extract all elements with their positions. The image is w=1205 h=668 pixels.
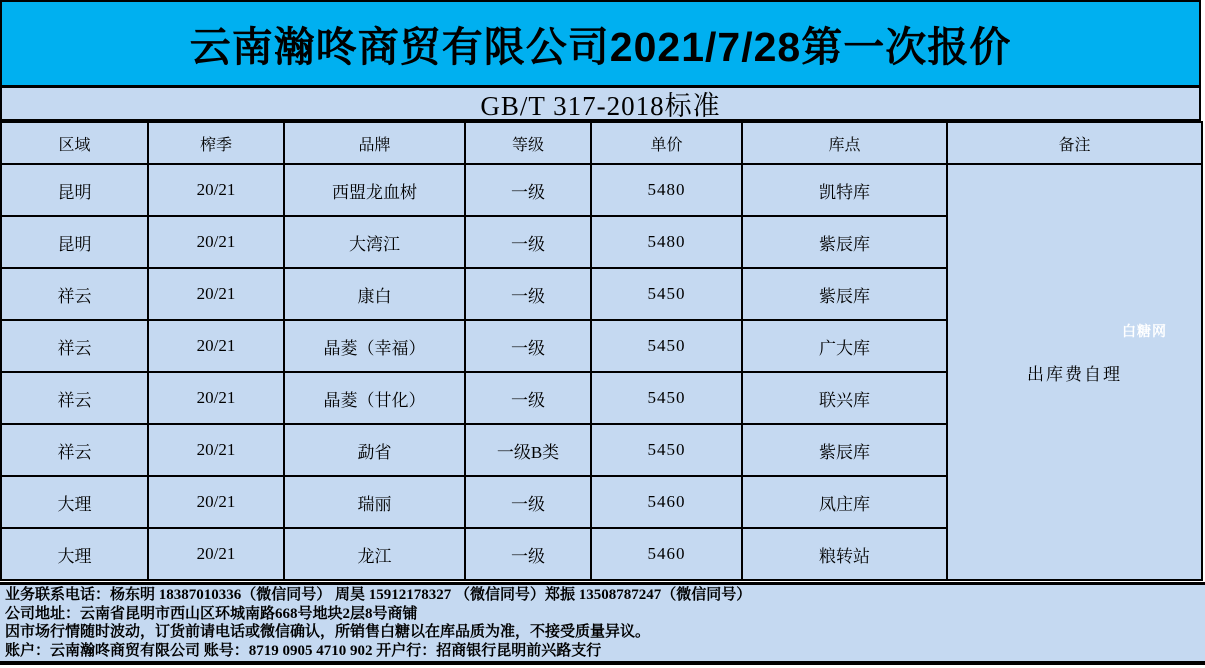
- cell-region: 祥云: [1, 268, 148, 320]
- cell-region: 大理: [1, 528, 148, 580]
- cell-grade: 一级: [465, 164, 591, 216]
- cell-warehouse: 凤庄库: [742, 476, 947, 528]
- cell-warehouse: 紫辰库: [742, 268, 947, 320]
- col-header-price: 单价: [591, 122, 742, 164]
- footer-line-bank: 账户：云南瀚咚商贸有限公司 账号：8719 0905 4710 902 开户行：招商银行昆明前兴路支行: [5, 642, 602, 659]
- col-header-season: 榨季: [148, 122, 284, 164]
- page-title: 云南瀚咚商贸有限公司2021/7/28第一次报价: [189, 24, 1012, 70]
- title-bar: [0, 0, 1201, 88]
- cell-grade: 一级: [465, 320, 591, 372]
- quote-table: [0, 121, 1203, 581]
- cell-price: 5460: [591, 476, 742, 528]
- cell-brand: 瑞丽: [284, 476, 465, 528]
- cell-price: 5450: [591, 320, 742, 372]
- cell-season: 20/21: [148, 216, 284, 268]
- cell-price: 5450: [591, 424, 742, 476]
- cell-season: 20/21: [148, 372, 284, 424]
- cell-price: 5460: [591, 528, 742, 580]
- cell-region: 祥云: [1, 320, 148, 372]
- cell-warehouse: 凯特库: [742, 164, 947, 216]
- cell-grade: 一级B类: [465, 424, 591, 476]
- col-header-brand: 品牌: [284, 122, 465, 164]
- cell-grade: 一级: [465, 372, 591, 424]
- table-row: [1, 164, 1202, 216]
- cell-grade: 一级: [465, 476, 591, 528]
- cell-brand: 勐省: [284, 424, 465, 476]
- cell-warehouse: 联兴库: [742, 372, 947, 424]
- footer-line-contacts: 业务联系电话：杨东明 18387010336（微信同号） 周昊 15912178327 （微信同号）郑振 13508787247（微信同号）: [5, 587, 752, 603]
- cell-price: 5480: [591, 216, 742, 268]
- standard-label: GB/T 317-2018标准: [480, 91, 721, 121]
- cell-region: 祥云: [1, 424, 148, 476]
- cell-price: 5450: [591, 372, 742, 424]
- footer-info: [0, 582, 1205, 665]
- cell-brand: 大湾江: [284, 216, 465, 268]
- cell-brand: 龙江: [284, 528, 465, 580]
- cell-grade: 一级: [465, 528, 591, 580]
- col-header-region: 区域: [1, 122, 148, 164]
- cell-brand: 康白: [284, 268, 465, 320]
- cell-season: 20/21: [148, 268, 284, 320]
- cell-warehouse: 广大库: [742, 320, 947, 372]
- cell-brand: 西盟龙血树: [284, 164, 465, 216]
- cell-region: 昆明: [1, 216, 148, 268]
- cell-grade: 一级: [465, 216, 591, 268]
- cell-region: 祥云: [1, 372, 148, 424]
- cell-brand: 晶菱（幸福）: [284, 320, 465, 372]
- col-header-warehouse: 库点: [742, 122, 947, 164]
- watermark-label: 白糖网: [1122, 323, 1167, 339]
- cell-season: 20/21: [148, 164, 284, 216]
- col-header-grade: 等级: [465, 122, 591, 164]
- col-header-remark: 备注: [947, 122, 1202, 164]
- cell-warehouse: 粮转站: [742, 528, 947, 580]
- cell-region: 昆明: [1, 164, 148, 216]
- standard-bar: [0, 88, 1201, 121]
- cell-season: 20/21: [148, 528, 284, 580]
- cell-brand: 晶菱（甘化）: [284, 372, 465, 424]
- cell-season: 20/21: [148, 476, 284, 528]
- cell-region: 大理: [1, 476, 148, 528]
- footer-line-notice: 因市场行情随时波动，订货前请电话或微信确认，所销售白糖以在库品质为准，不接受质量异议。: [5, 624, 651, 640]
- remark-merged-cell: 出库费自理: [947, 164, 1202, 580]
- cell-price: 5450: [591, 268, 742, 320]
- cell-season: 20/21: [148, 320, 284, 372]
- cell-warehouse: 紫辰库: [742, 424, 947, 476]
- header-row: [1, 122, 1202, 164]
- cell-grade: 一级: [465, 268, 591, 320]
- cell-warehouse: 紫辰库: [742, 216, 947, 268]
- cell-price: 5480: [591, 164, 742, 216]
- cell-season: 20/21: [148, 424, 284, 476]
- footer-line-address: 公司地址：云南省昆明市西山区环城南路668号地块2层8号商铺: [5, 605, 418, 622]
